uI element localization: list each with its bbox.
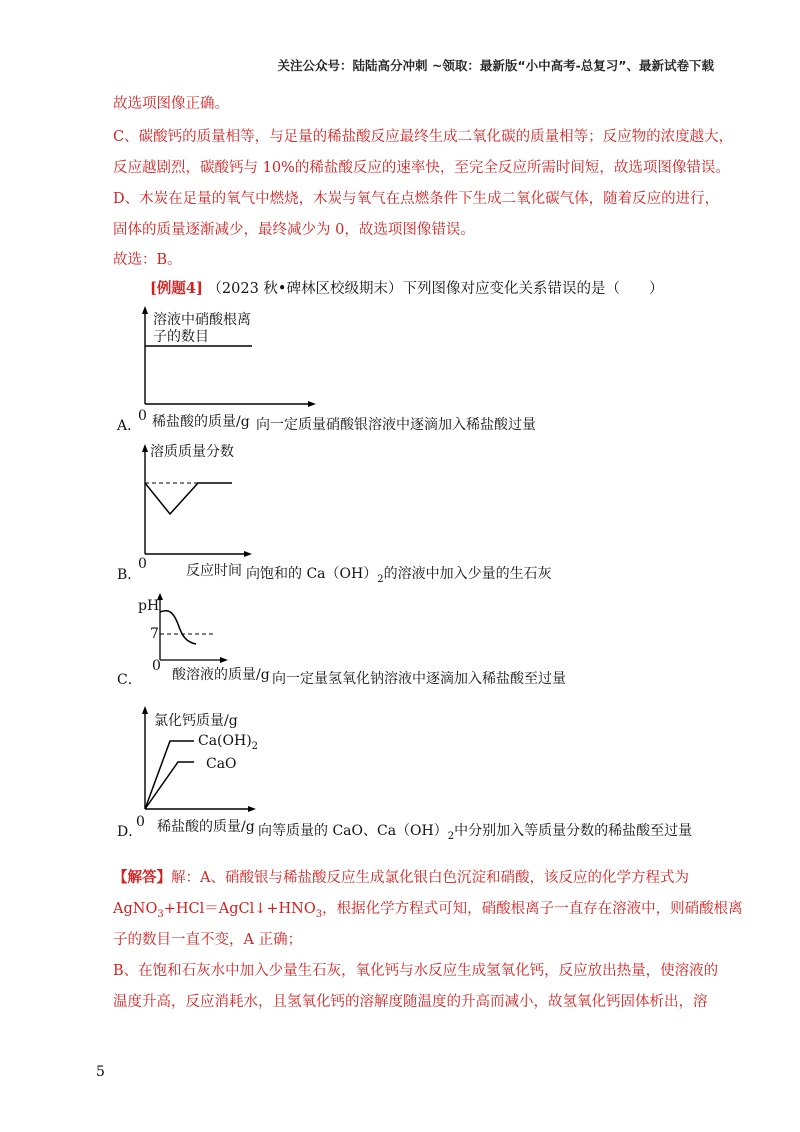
graph-d-origin: 0 (136, 814, 145, 830)
solution-l2-post: ，根据化学方程式可知，硝酸根离子一直存在溶液中，则硝酸根离 (322, 901, 743, 917)
graph-a-y-arrow (142, 306, 148, 314)
solution-line-3: 子的数目一直不变，A 正确； (113, 932, 303, 948)
graph-b-x-arrow (244, 551, 252, 557)
option-a-letter: A． (117, 418, 142, 434)
example-tag: [例题4] (150, 280, 203, 297)
graph-c-xlabel: 酸溶液的质量/g (172, 667, 270, 683)
prev-solution-d1: D、木炭在足量的氧气中燃烧，木炭与氧气在点燃条件下生成二氧化碳气体，随着反应的进行， (113, 191, 720, 207)
graph-a-x-arrow (308, 401, 316, 407)
graph-a-ylabel-2: 子的数目 (153, 329, 209, 345)
graph-c-tick-7: 7 (150, 626, 159, 642)
graph-d-series-caoh2 (198, 733, 258, 752)
graph-a-origin: 0 (138, 408, 147, 424)
prev-answer: 故选：B。 (113, 252, 182, 268)
option-c-letter: C． (117, 672, 142, 688)
graph-b-y-arrow (142, 444, 148, 452)
solution-l2-sub2: 3 (315, 908, 323, 920)
option-d-desc-pre: 向等质量的 CaO、Ca（OH） (258, 823, 448, 839)
page-header: 关注公众号：陆陆高分冲刺 ~领取：最新版“小中高考-总复习”、最新试卷下载 (277, 58, 714, 73)
option-a-desc: 向一定质量硝酸银溶液中逐滴加入稀盐酸过量 (256, 417, 536, 433)
graph-b-ylabel: 溶质质量分数 (150, 444, 234, 460)
solution-l2-sub1: 3 (157, 908, 164, 920)
solution-l1-text: 解：A、硝酸银与稀盐酸反应生成氯化银白色沉淀和硝酸，该反应的化学方程式为 (171, 870, 689, 886)
graph-d-y-arrow (142, 706, 148, 714)
option-d-desc-sub: 2 (447, 830, 455, 842)
solution-line-5: 温度升高，反应消耗水，且氢氧化钙的溶解度随温度的升高而减小，故氢氧化钙固体析出，溶 (113, 994, 708, 1010)
page-number: 5 (96, 1064, 105, 1080)
option-b-letter: B． (117, 567, 142, 583)
prev-solution-d2: 固体的质量逐渐减少，最终减少为 0，故选项图像错误。 (113, 222, 475, 238)
prev-solution-c2: 反应越剧烈，碳酸钙与 10%的稀盐酸反应的速率快，至完全反应所需时间短，故选项图像错误。 (113, 160, 730, 176)
option-d-desc-post: 中分别加入等质量分数的稀盐酸至过量 (454, 823, 693, 839)
graph-a-xlabel: 稀盐酸的质量/g (152, 414, 250, 430)
graph-d-xlabel: 稀盐酸的质量/g (157, 819, 255, 835)
graph-b-xlabel: 反应时间 (186, 563, 242, 579)
graph-d-series-cao: CaO (206, 756, 237, 772)
solution-line-1 (113, 868, 689, 888)
option-d-desc (258, 820, 692, 842)
option-c-desc: 向一定量氢氧化钠溶液中逐滴加入稀盐酸至过量 (272, 671, 566, 687)
graph-c-x-arrow (220, 657, 228, 663)
solution-l2-pre: AgNO (113, 901, 158, 917)
graph-d-series-caoh2-sub: 2 (251, 740, 259, 752)
graph-d-x-arrow (248, 806, 256, 812)
graph-a-ylabel-1: 溶液中硝酸根离 (153, 312, 251, 328)
graph-c-curve (160, 611, 196, 644)
question-text: （2023 秋•碑林区校级期末）下列图像对应变化关系错误的是（ ） (207, 281, 664, 297)
prev-solution-c1: C、碳酸钙的质量相等，与足量的稀盐酸反应最终生成二氧化碳的质量相等；反应物的浓度越大， (113, 129, 734, 145)
option-d-letter: D． (117, 824, 143, 840)
question-stem (150, 279, 663, 299)
graph-d-ylabel: 氯化钙质量/g (154, 713, 238, 729)
solution-line-2 (113, 899, 743, 925)
graph-b-origin: 0 (138, 556, 147, 572)
option-b-desc-post: 的溶液中加入少量的生石灰 (383, 566, 552, 582)
solution-l2-mid: +HCl＝AgCl↓+HNO (163, 901, 316, 917)
option-b-desc-pre: 向饱和的 Ca（OH） (246, 566, 378, 582)
graph-c-ylabel: pH (138, 598, 160, 614)
option-b-desc-sub: 2 (377, 573, 384, 585)
option-b-desc (246, 563, 552, 585)
solution-line-4: B、在饱和石灰水中加入少量生石灰，氧化钙与水反应生成氢氧化钙，反应放出热量，使溶液的 (113, 963, 719, 979)
prev-solution-line: 故选项图像正确。 (113, 96, 229, 112)
solution-tag: 【解答】 (113, 869, 171, 886)
graph-d-series-caoh2-text: Ca(OH) (198, 733, 252, 749)
graph-b-curve (145, 483, 232, 514)
graph-c-origin: 0 (152, 658, 161, 674)
graph-d-curve-cao (145, 762, 194, 809)
